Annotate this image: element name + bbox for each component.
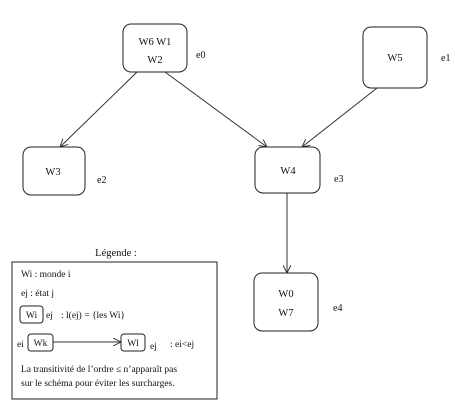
state-label-e2: e2 <box>97 175 107 186</box>
edge-e0-e2 <box>60 72 137 147</box>
node-e1 <box>363 27 427 88</box>
legend-state-definition: ej : état j <box>21 289 54 299</box>
node-e3 <box>255 147 320 193</box>
legend-box-state-label: ej <box>46 311 53 321</box>
legend-order-definition: : ei<ej <box>170 340 195 350</box>
state-label-e3: e3 <box>334 174 344 185</box>
legend-title: Légende : <box>95 248 137 259</box>
legend-box-definition: : l(ej) = {les Wi} <box>61 311 126 321</box>
state-label-e0: e0 <box>196 50 206 61</box>
state-label-e1: e1 <box>441 53 451 64</box>
legend-note-line2: sur le schéma pour éviter les surcharges. <box>21 379 175 389</box>
legend-order-wl-box <box>121 334 145 351</box>
legend-world-box <box>20 306 43 323</box>
node-e4-worlds-line2: W7 <box>278 308 294 319</box>
edge-e1-e3 <box>302 88 377 147</box>
node-e4 <box>254 273 318 331</box>
node-e0 <box>123 24 187 72</box>
node-e2-worlds-line1: W3 <box>45 167 61 178</box>
state-label-e4: e4 <box>333 303 343 314</box>
node-e0-worlds-line1: W6 W1 <box>138 37 172 48</box>
legend-world-definition: Wi : monde i <box>21 270 71 280</box>
legend-order-ej: ej <box>150 342 157 352</box>
legend-order-ei: ei <box>17 340 24 350</box>
node-e3-worlds-line1: W4 <box>280 166 296 177</box>
legend-order-wk-box <box>28 334 53 351</box>
legend-world-box-label: Wi <box>25 311 38 321</box>
node-e0-worlds-line2: W2 <box>147 55 163 66</box>
node-e1-worlds-line1: W5 <box>387 53 403 64</box>
node-e4-worlds-line1: W0 <box>278 289 294 300</box>
edge-e0-e3 <box>165 72 267 147</box>
legend-order-wk-label: Wk <box>33 339 48 349</box>
legend-order-wl-label: Wl <box>127 339 139 349</box>
node-e2 <box>23 147 85 195</box>
legend <box>12 248 217 399</box>
legend-note-line1: La transitivité de l’ordre ≤ n’apparaît pas <box>21 365 178 375</box>
